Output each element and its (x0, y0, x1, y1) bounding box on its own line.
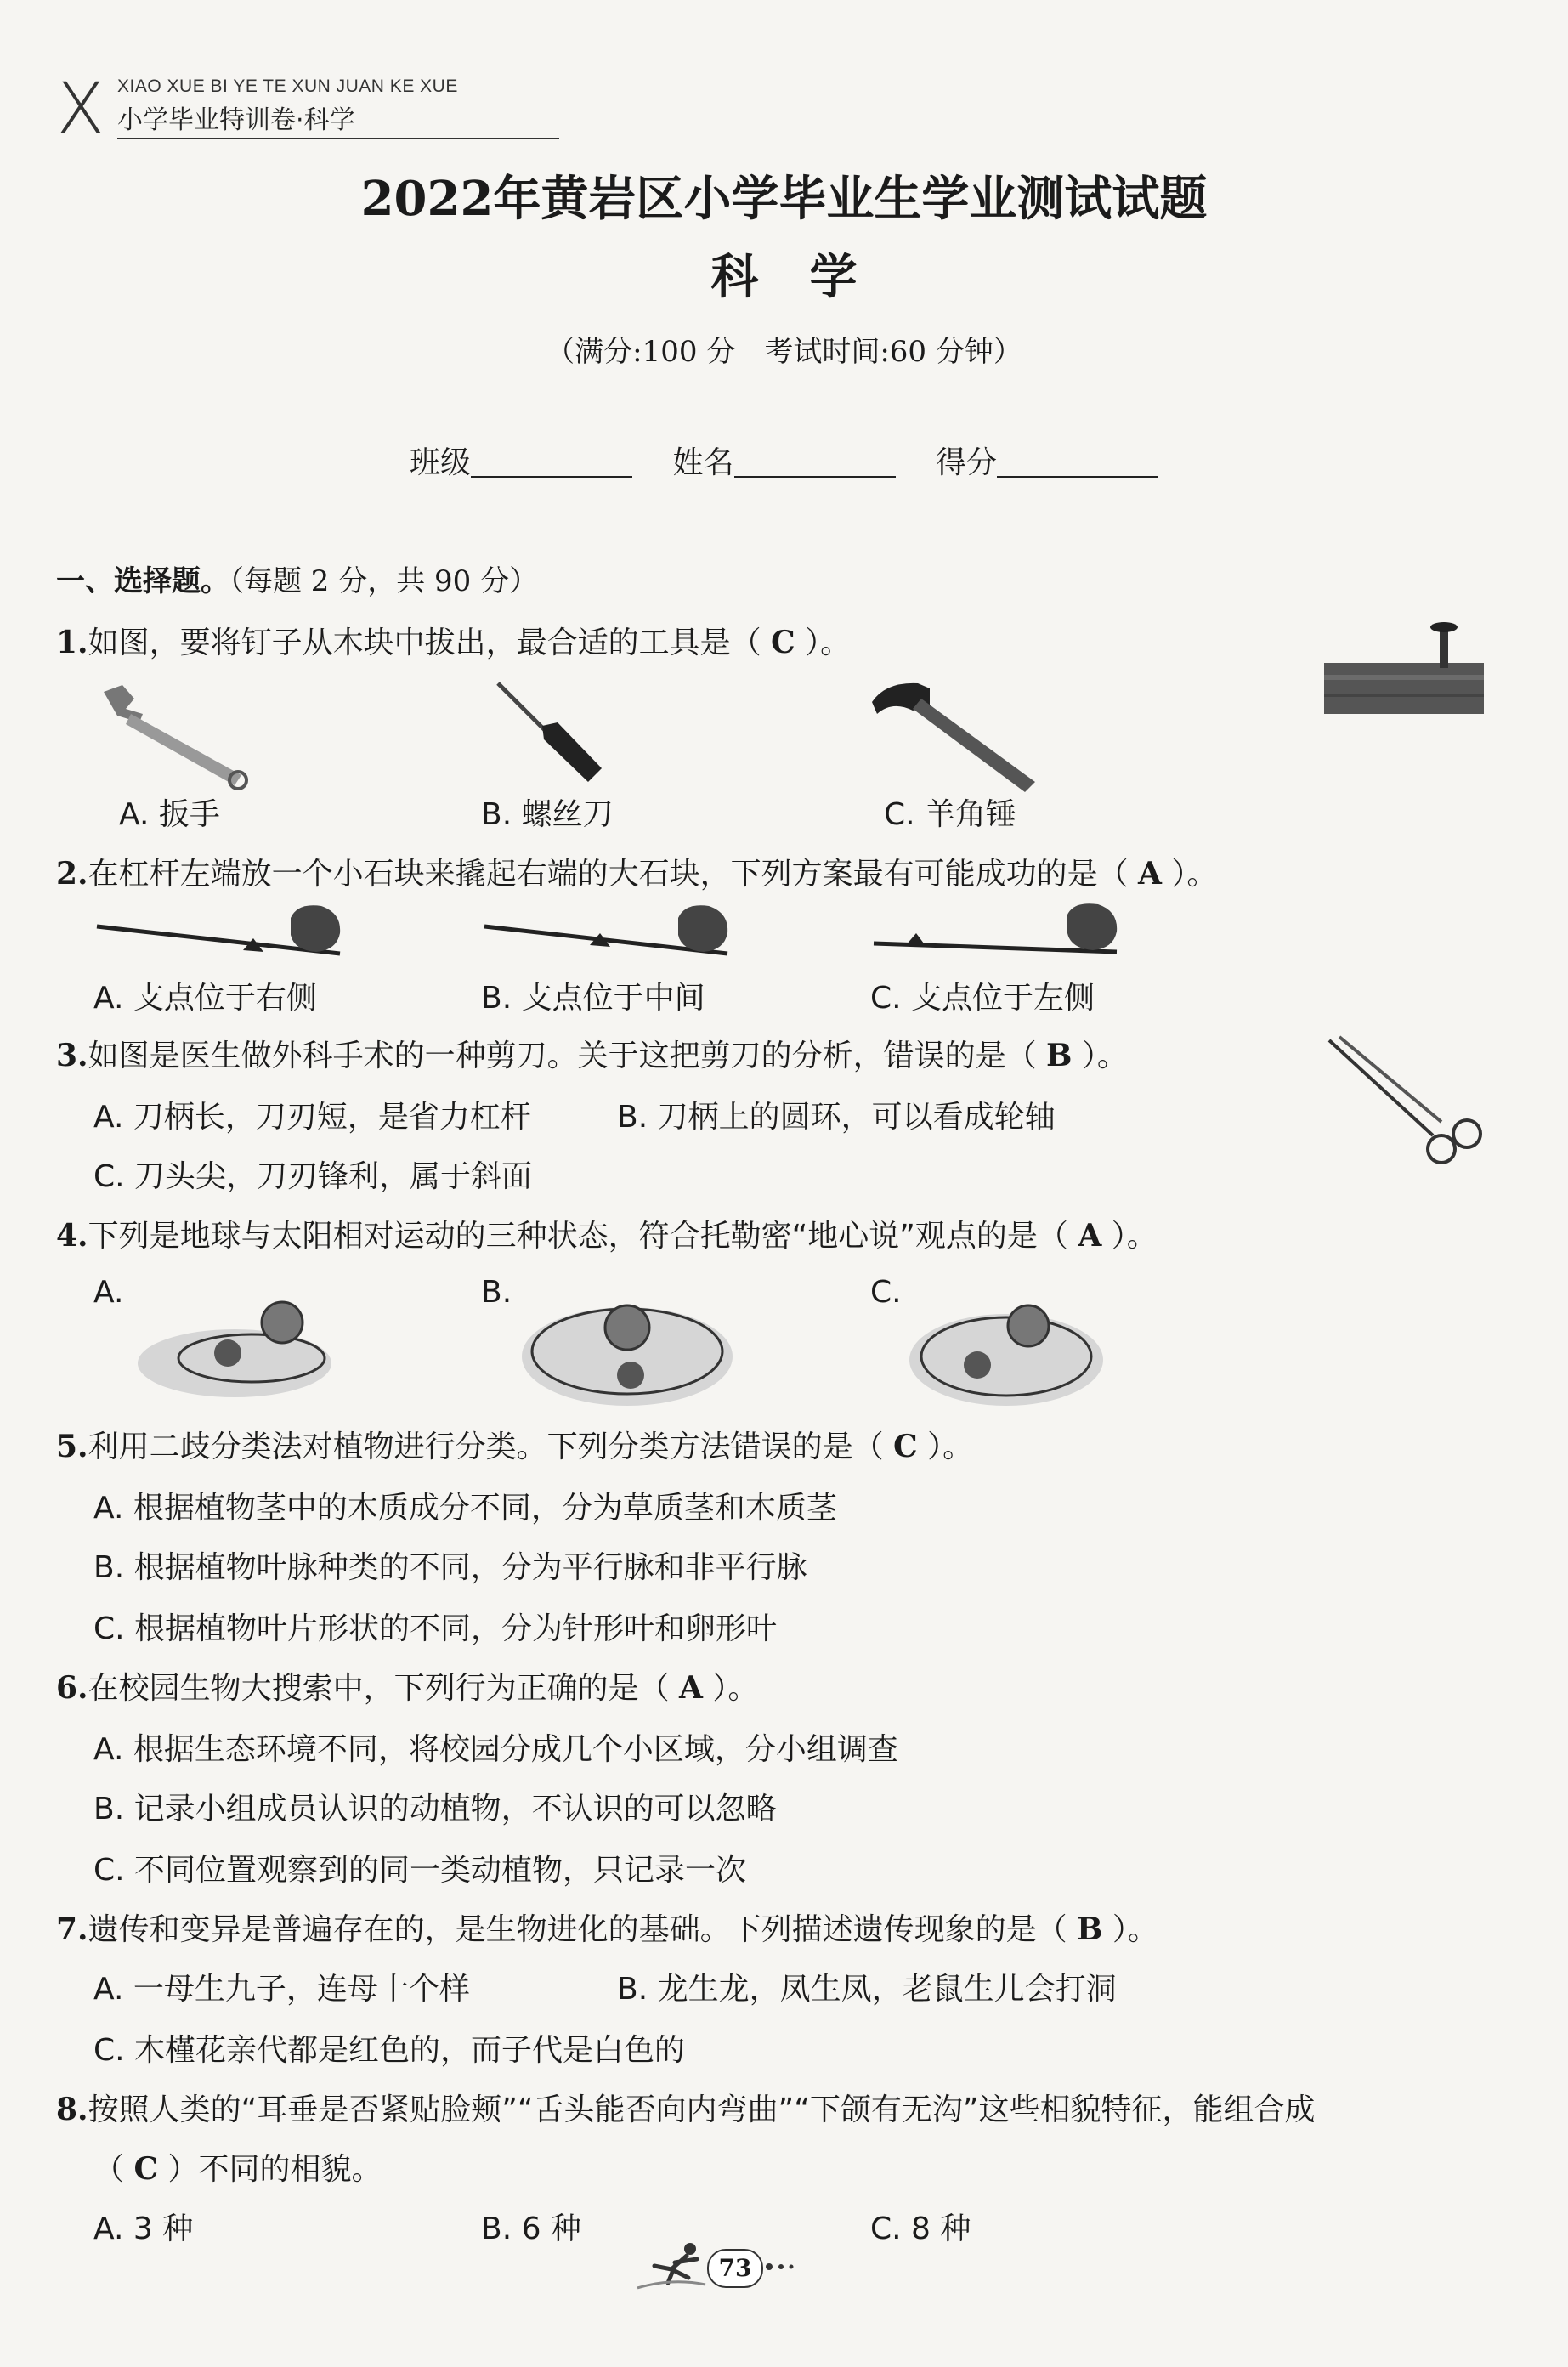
q1-option-b[interactable]: B. 螺丝刀 (481, 797, 614, 832)
header-rule (117, 138, 559, 139)
q3-option-b[interactable]: B. 刀柄上的圆环，可以看成轮轴 (617, 1100, 1056, 1135)
question-text: 按照人类的“耳垂是否紧贴脸颊”“舌头能否向内弯曲”“下颌有无沟”这些相貌特征，能组合成 (88, 2092, 1316, 2127)
series-pinyin: XIAO XUE BI YE TE XUN JUAN KE XUE (117, 76, 458, 96)
earth-sun-rotation-icon (904, 1275, 1108, 1411)
question-6 (56, 1664, 758, 1707)
q8-option-a[interactable]: A. 3 种 (93, 2211, 194, 2246)
q7-option-a[interactable]: A. 一母生九子，连母十个样 (93, 1972, 470, 2007)
question-number: 2. (56, 856, 88, 892)
q3-option-a[interactable]: A. 刀柄长，刀刃短，是省力杠杆 (93, 1100, 531, 1135)
question-text-end: ）。 (1101, 1219, 1158, 1254)
q6-option-a[interactable]: A. 根据生态环境不同，将校园分成几个小区域，分小组调查 (93, 1732, 898, 1767)
question-3 (56, 1032, 1128, 1075)
nail-in-wood-icon (1322, 615, 1487, 717)
question-text-end: ）不同的相貌。 (158, 2152, 382, 2187)
q6-option-b[interactable]: B. 记录小组成员认识的动植物，不认识的可以忽略 (93, 1792, 777, 1826)
question-4 (56, 1212, 1158, 1255)
question-text: （ (93, 2152, 134, 2187)
wrench-icon (88, 680, 258, 790)
series-logo-x: X (56, 67, 105, 150)
q2-option-b[interactable]: B. 支点位于中间 (481, 981, 705, 1016)
series-title: 小学毕业特训卷·科学 (117, 105, 355, 135)
answer-mark: B (1046, 1038, 1073, 1073)
answer-mark: C (133, 2151, 159, 2187)
runner-icon (637, 2240, 709, 2291)
question-number: 1. (56, 625, 88, 660)
q8-option-b[interactable]: B. 6 种 (481, 2211, 581, 2246)
question-8-line-2 (93, 2145, 382, 2189)
name-blank[interactable] (734, 445, 896, 478)
question-text-end: ）。 (1072, 1039, 1128, 1073)
question-number: 7. (56, 1911, 88, 1947)
name-field[interactable] (672, 439, 895, 482)
question-2 (56, 850, 1217, 893)
lever-fulcrum-right-icon (93, 901, 348, 969)
class-blank[interactable] (471, 445, 632, 478)
claw-hammer-icon (869, 677, 1039, 796)
series-badge (56, 67, 515, 150)
surgical-scissors-icon (1322, 1033, 1492, 1178)
q5-option-c[interactable]: C. 根据植物叶片形状的不同，分为针形叶和卵形叶 (93, 1611, 778, 1646)
q5-option-b[interactable]: B. 根据植物叶脉种类的不同，分为平行脉和非平行脉 (93, 1550, 807, 1585)
exam-title: 2022年黄岩区小学毕业生学业测试试题 (360, 171, 1208, 227)
question-text-end: ）。 (702, 1671, 759, 1706)
question-text: 下列是地球与太阳相对运动的三种状态，符合托勒密“地心说”观点的是（ (88, 1219, 1078, 1254)
question-8 (56, 2086, 1316, 2129)
question-text: 在校园生物大搜索中，下列行为正确的是（ (88, 1671, 680, 1706)
q2-option-c[interactable]: C. 支点位于左侧 (870, 981, 1095, 1016)
lever-fulcrum-middle-icon (481, 901, 736, 969)
q4-option-b[interactable]: B. (481, 1275, 512, 1310)
q2-option-a[interactable]: A. 支点位于右侧 (93, 981, 317, 1016)
answer-mark: A (1138, 856, 1162, 892)
exam-info: （满分:100 分 考试时间:60 分钟） (546, 335, 1022, 369)
page-footer (629, 2240, 816, 2308)
question-text: 利用二歧分类法对植物进行分类。下列分类方法错误的是（ (88, 1430, 894, 1464)
section-note: （每题 2 分，共 90 分） (229, 564, 539, 598)
screwdriver-icon (491, 678, 610, 789)
answer-mark: A (679, 1670, 703, 1706)
question-text-end: ）。 (917, 1430, 974, 1464)
q7-option-c[interactable]: C. 木槿花亲代都是红色的，而子代是白色的 (93, 2033, 686, 2068)
exam-subject: 科学 (710, 249, 909, 305)
answer-mark: B (1077, 1911, 1103, 1947)
q8-option-c[interactable]: C. 8 种 (870, 2211, 971, 2246)
question-number: 8. (56, 2092, 88, 2127)
page-number: 73 (707, 2249, 763, 2288)
question-number: 6. (56, 1670, 88, 1706)
question-text: 遗传和变异是普遍存在的，是生物进化的基础。下列描述遗传现象的是（ (88, 1912, 1078, 1947)
question-text: 在杠杆左端放一个小石块来撬起右端的大石块，下列方案最有可能成功的是（ (88, 857, 1139, 892)
question-1 (56, 619, 851, 662)
question-number: 3. (56, 1038, 88, 1073)
dots-icon (765, 2262, 807, 2271)
geocentric-orbit-icon (133, 1275, 337, 1402)
answer-mark: C (893, 1429, 918, 1464)
lever-fulcrum-left-icon (870, 901, 1125, 969)
question-text-end: ）。 (1161, 857, 1218, 892)
question-7 (56, 1905, 1158, 1949)
class-field[interactable] (410, 439, 632, 482)
question-text-end: ）。 (795, 626, 852, 660)
class-label: 班级 (410, 445, 472, 480)
q1-option-c[interactable]: C. 羊角锤 (884, 797, 1017, 832)
q6-option-c[interactable]: C. 不同位置观察到的同一类动植物，只记录一次 (93, 1853, 747, 1888)
q4-option-a[interactable]: A. (93, 1275, 124, 1310)
question-text: 如图是医生做外科手术的一种剪刀。关于这把剪刀的分析，错误的是（ (88, 1039, 1047, 1073)
question-number: 5. (56, 1429, 88, 1464)
heliocentric-orbit-icon (517, 1275, 738, 1411)
question-number: 4. (56, 1218, 88, 1254)
q5-option-a[interactable]: A. 根据植物茎中的木质成分不同，分为草质茎和木质茎 (93, 1491, 837, 1526)
q7-option-b[interactable]: B. 龙生龙，凤生凤，老鼠生儿会打洞 (617, 1972, 1117, 2007)
name-label: 姓名 (672, 445, 734, 480)
q3-option-c[interactable]: C. 刀头尖，刀刃锋利，属于斜面 (93, 1159, 533, 1194)
q4-option-c[interactable]: C. (870, 1275, 902, 1310)
q1-option-a[interactable]: A. 扳手 (119, 797, 220, 832)
question-text-end: ）。 (1102, 1912, 1158, 1947)
question-5 (56, 1423, 973, 1466)
student-fields (0, 439, 1568, 482)
section-heading (56, 558, 538, 599)
answer-mark: A (1078, 1218, 1102, 1254)
answer-mark: C (771, 625, 795, 660)
score-field[interactable] (936, 439, 1158, 482)
score-blank[interactable] (997, 445, 1158, 478)
score-label: 得分 (935, 445, 997, 480)
question-text: 如图，要将钉子从木块中拔出，最合适的工具是（ (88, 626, 772, 660)
section-label: 一、选择题。 (56, 564, 229, 598)
